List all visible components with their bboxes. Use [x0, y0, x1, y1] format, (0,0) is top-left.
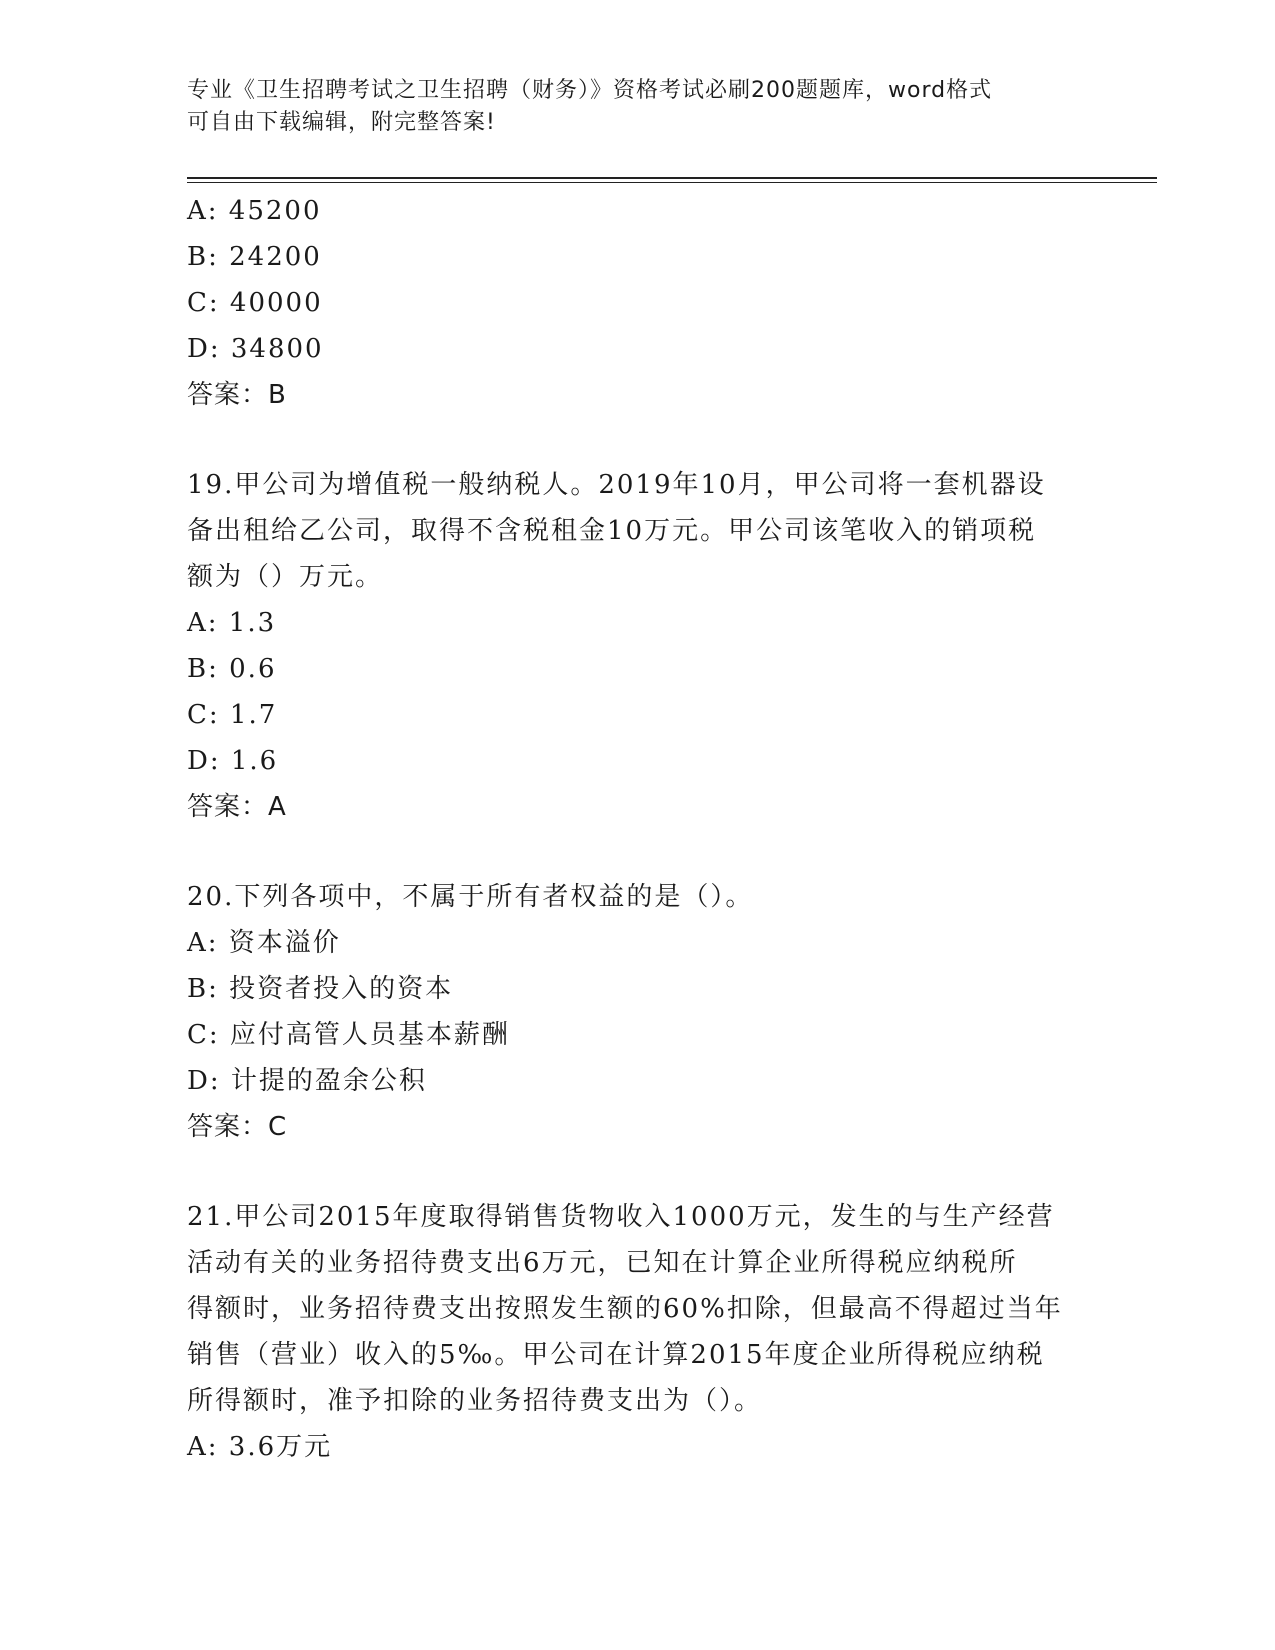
question-21-block: [187, 1194, 1087, 1470]
question-stem-line: 备出租给乙公司，取得不含税租金10万元。甲公司该笔收入的销项税: [187, 516, 1037, 546]
option-a: A: 1.3: [187, 608, 277, 638]
question-stem-line: 所得额时，准予扣除的业务招待费支出为（）。: [187, 1386, 763, 1416]
option-b: B: 投资者投入的资本: [187, 974, 454, 1004]
option-c: C: 应付高管人员基本薪酬: [187, 1020, 510, 1050]
header-title-line-2: 可自由下载编辑，附完整答案!: [187, 110, 496, 135]
question-stem-line: 得额时，业务招待费支出按照发生额的60%扣除，但最高不得超过当年: [187, 1294, 1063, 1324]
option-d: D: 1.6: [187, 746, 279, 776]
option-b: B: 24200: [187, 242, 322, 272]
question-stem-line: 21.甲公司2015年度取得销售货物收入1000万元，发生的与生产经营: [187, 1202, 1055, 1232]
option-d: D: 34800: [187, 334, 324, 364]
header-divider-thin: [187, 182, 1157, 183]
question-stem-line: 活动有关的业务招待费支出6万元，已知在计算企业所得税应纳税所: [187, 1248, 1018, 1278]
answer-line: 答案：C: [187, 1112, 288, 1142]
question-stem-line: 19.甲公司为增值税一般纳税人。2019年10月，甲公司将一套机器设: [187, 470, 1046, 500]
question-stem-line: 20.下列各项中，不属于所有者权益的是（）。: [187, 882, 754, 912]
question-stem-line: 额为（）万元。: [187, 562, 384, 592]
question-stem-line: 销售（营业）收入的5‰。甲公司在计算2015年度企业所得税应纳税: [187, 1340, 1045, 1370]
question-list: [187, 188, 1087, 1470]
question-18-block: [187, 188, 1087, 418]
answer-line: 答案：B: [187, 380, 287, 410]
header-title-line-1: 专业《卫生招聘考试之卫生招聘（财务）》资格考试必刷200题题库，word格式: [187, 78, 993, 103]
option-a: A: 3.6万元: [187, 1432, 333, 1462]
spacer: [187, 1150, 1087, 1194]
option-c: C: 1.7: [187, 700, 278, 730]
spacer: [187, 418, 1087, 462]
option-d: D: 计提的盈余公积: [187, 1066, 427, 1096]
answer-line: 答案：A: [187, 792, 287, 822]
header-divider-thick: [187, 177, 1157, 179]
option-c: C: 40000: [187, 288, 323, 318]
option-a: A: 资本溢价: [187, 928, 341, 958]
question-20-block: [187, 874, 1087, 1150]
option-a: A: 45200: [187, 196, 322, 226]
option-b: B: 0.6: [187, 654, 277, 684]
spacer: [187, 830, 1087, 874]
document-header: [187, 75, 1067, 139]
question-19-block: [187, 462, 1087, 830]
